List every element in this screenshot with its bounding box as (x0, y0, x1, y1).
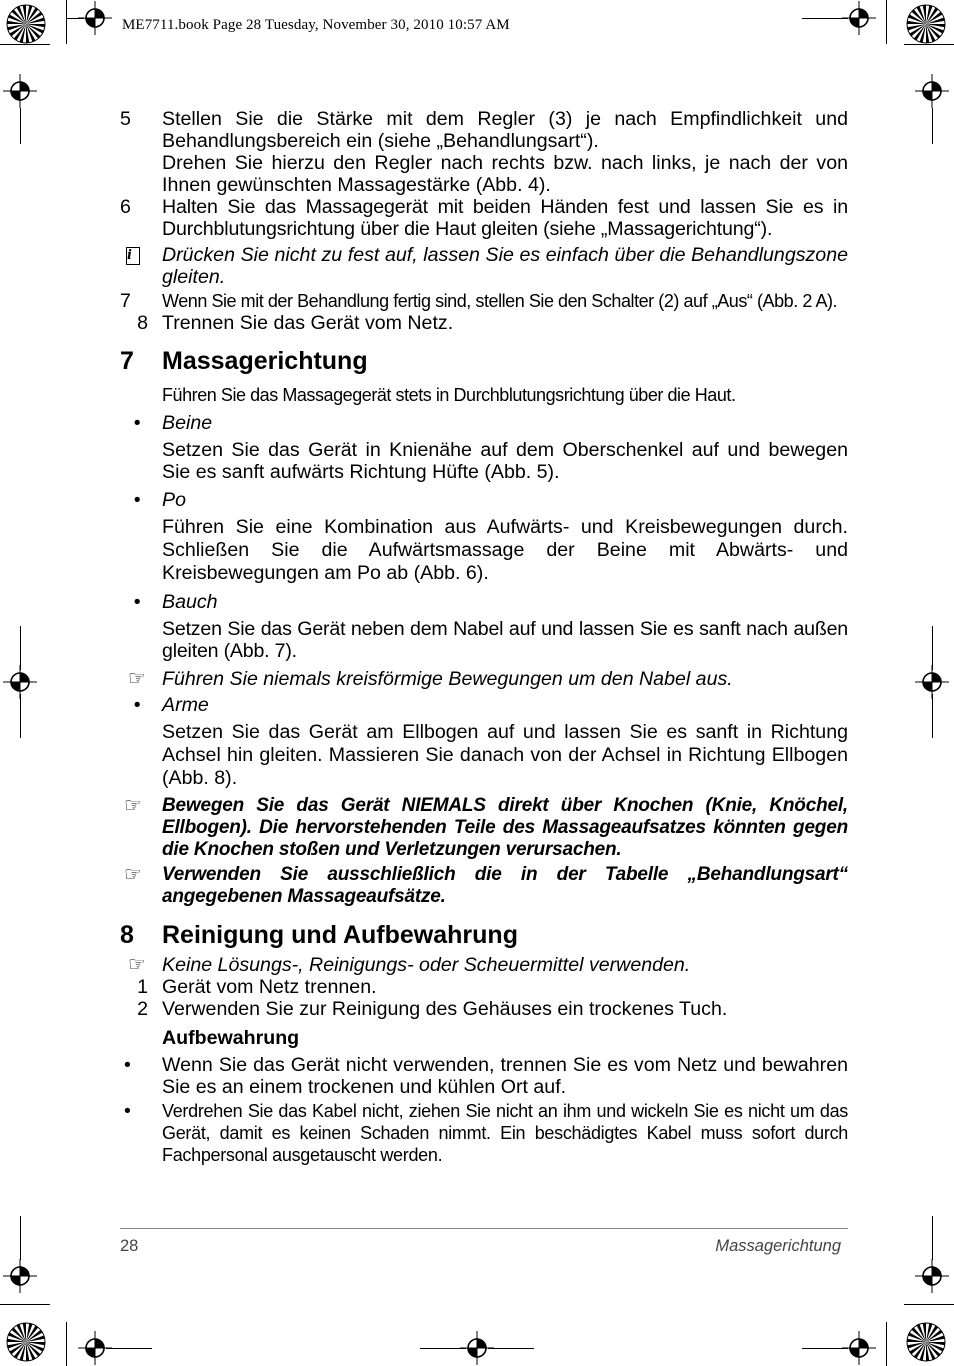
step-8 (120, 312, 848, 334)
section-number: 8 (120, 921, 134, 949)
crop-mark (106, 1348, 152, 1349)
body-area-text (120, 721, 848, 790)
section-title: Massagerichtung (162, 347, 368, 375)
crop-mark (488, 1348, 534, 1349)
warning-text: Bewegen Sie das Gerät NIEMALS direkt über Knochen (Knie, Knöchel, Ellbogen). Die hervorstehenden Teile des Massageaufsatzes könnten gegen die Knochen stoßen und Verletzungen verursachen. (162, 795, 848, 860)
info-icon: i (126, 244, 152, 267)
crop-mark (20, 108, 21, 144)
page-content (120, 108, 848, 1166)
instruction-text: Setzen Sie das Gerät in Knienähe auf dem Oberschenkel auf und bewegen Sie es sanft aufwärts Richtung Hüfte (Abb. 5). (162, 439, 848, 483)
cleaning-step-1 (120, 976, 848, 998)
step-text: Gerät vom Netz trennen. (162, 976, 377, 998)
page-number: 28 (120, 1237, 139, 1255)
step-number: 6 (120, 196, 131, 218)
body-area-label: Beine (162, 412, 213, 434)
crop-mark (904, 44, 954, 45)
instruction-text: Setzen Sie das Gerät am Ellbogen auf und lassen Sie es sanft in Richtung Achsel hin gleiten. Massieren Sie danach von der Achsel in Richtung Ellbogen (Abb. 8). (162, 721, 848, 789)
crop-mark (420, 1348, 466, 1349)
registration-mark (915, 1259, 949, 1293)
section-title: Reinigung und Aufbewahrung (162, 921, 518, 949)
crop-mark (932, 694, 933, 738)
body-area-arme (120, 694, 848, 716)
registration-mark (3, 1259, 37, 1293)
info-note (120, 244, 848, 288)
bullet: • (133, 412, 141, 434)
step-6 (120, 196, 848, 240)
storage-item (120, 1100, 848, 1166)
body-area-text (120, 516, 848, 585)
step-text: Verwenden Sie zur Reinigung des Gehäuses ein trockenes Tuch. (162, 998, 728, 1020)
warning-note (120, 668, 848, 690)
crop-mark (932, 108, 933, 144)
warning-text: Verwenden Sie ausschließlich die in der Tabelle „Behandlungsart“ angegebenen Massageaufsätze. (162, 864, 848, 907)
body-area-text (120, 439, 848, 483)
storage-item (120, 1054, 848, 1098)
bullet: • (133, 694, 141, 716)
intro-text: Führen Sie das Massagegerät stets in Durchblutungsrichtung über die Haut. (162, 385, 736, 405)
crop-mark (802, 18, 848, 19)
step-number: 1 (137, 976, 148, 998)
footer-rule (120, 1228, 848, 1229)
registration-mark (915, 74, 949, 108)
print-slug: ME7711.book Page 28 Tuesday, November 30, 2010 10:57 AM (122, 17, 510, 33)
step-7 (120, 290, 848, 312)
step-number: 5 (120, 108, 131, 130)
crop-mark (932, 626, 933, 670)
crop-mark (66, 18, 84, 19)
crop-mark (0, 1304, 50, 1305)
color-burst-mark (6, 4, 46, 44)
warning-text: Keine Lösungs-, Reinigungs- oder Scheuermittel verwenden. (162, 954, 691, 976)
step-text: Stellen Sie die Stärke mit dem Regler (3) je nach Empfindlichkeit und Behandlungsbereich ein (siehe „Behandlungsart“). (162, 108, 848, 152)
crop-mark (904, 1304, 954, 1305)
step-text: Halten Sie das Massagegerät mit beiden Händen fest und lassen Sie es in Durchblutungsrichtung über die Haut gleiten (siehe „Massagerichtung“). (162, 196, 848, 240)
body-area-label: Bauch (162, 591, 218, 613)
step-number: 2 (137, 998, 148, 1020)
storage-text: Wenn Sie das Gerät nicht verwenden, trennen Sie es vom Netz und bewahren Sie es an einem trockenen und kühlen Ort auf. (162, 1054, 848, 1098)
pointing-hand-icon: ☞ (128, 668, 146, 690)
crop-mark (20, 626, 21, 670)
body-area-bauch (120, 591, 848, 613)
step-number: 7 (120, 290, 131, 312)
step-text: Trennen Sie das Gerät vom Netz. (162, 312, 454, 334)
subheading-text: Aufbewahrung (162, 1027, 300, 1049)
crop-mark (802, 1348, 848, 1349)
bullet: • (124, 1054, 131, 1076)
section-intro (120, 384, 848, 406)
instruction-text: Setzen Sie das Gerät neben dem Nabel auf und lassen Sie es sanft nach außen gleiten (Abb. 7). (162, 618, 848, 662)
warning-text: Führen Sie niemals kreisförmige Bewegungen um den Nabel aus. (162, 668, 733, 690)
crop-mark (66, 0, 67, 44)
bullet: • (133, 591, 141, 613)
registration-mark (3, 74, 37, 108)
subheading (120, 1027, 848, 1049)
bullet: • (133, 489, 141, 511)
pointing-hand-icon: ☞ (124, 795, 142, 817)
crop-mark (886, 0, 887, 44)
warning-note (120, 864, 848, 908)
body-area-text (120, 618, 848, 662)
footer-section-title: Massagerichtung (715, 1237, 841, 1255)
section-heading-8 (120, 920, 848, 950)
bullet: • (124, 1100, 131, 1122)
pointing-hand-icon: ☞ (128, 954, 146, 976)
section-number: 7 (120, 347, 134, 375)
step-text: Drehen Sie hierzu den Regler nach rechts bzw. nach links, je nach der von Ihnen gewünschten Massagestärke (Abb. 4). (162, 152, 848, 196)
instruction-text: Führen Sie eine Kombination aus Aufwärts- und Kreisbewegungen durch. Schließen Sie die Aufwärtsmassage der Beine mit Abwärts- und Kreisbewegungen am Po ab (Abb. 6). (162, 516, 848, 584)
warning-note (120, 795, 848, 861)
storage-text: Verdrehen Sie das Kabel nicht, ziehen Sie nicht an ihm und wickeln Sie es nicht um das Gerät, damit es keinen Schaden nimmt. Ein beschädigtes Kabel muss sofort durch Fachpersonal ausgetauscht werden. (162, 1101, 848, 1165)
body-area-po (120, 489, 848, 511)
step-number: 8 (137, 312, 148, 334)
color-burst-mark (906, 4, 946, 44)
color-burst-mark (6, 1322, 46, 1362)
body-area-label: Po (162, 489, 186, 511)
step-5 (120, 108, 848, 196)
crop-mark (20, 1216, 21, 1260)
cleaning-step-2 (120, 998, 848, 1020)
section-heading-7 (120, 346, 848, 376)
color-burst-mark (906, 1322, 946, 1362)
crop-mark (0, 44, 50, 45)
info-note-text: Drücken Sie nicht zu fest auf, lassen Sie es einfach über die Behandlungszone gleiten. (162, 244, 848, 288)
body-area-beine (120, 412, 848, 434)
crop-mark (886, 1322, 887, 1366)
crop-mark (66, 1322, 67, 1366)
crop-mark (932, 1216, 933, 1260)
warning-note (120, 954, 848, 976)
body-area-label: Arme (162, 694, 209, 716)
step-text: Wenn Sie mit der Behandlung fertig sind, stellen Sie den Schalter (2) auf „Aus“ (Abb. 2 A). (162, 291, 838, 311)
pointing-hand-icon: ☞ (124, 864, 142, 886)
crop-mark (20, 694, 21, 738)
